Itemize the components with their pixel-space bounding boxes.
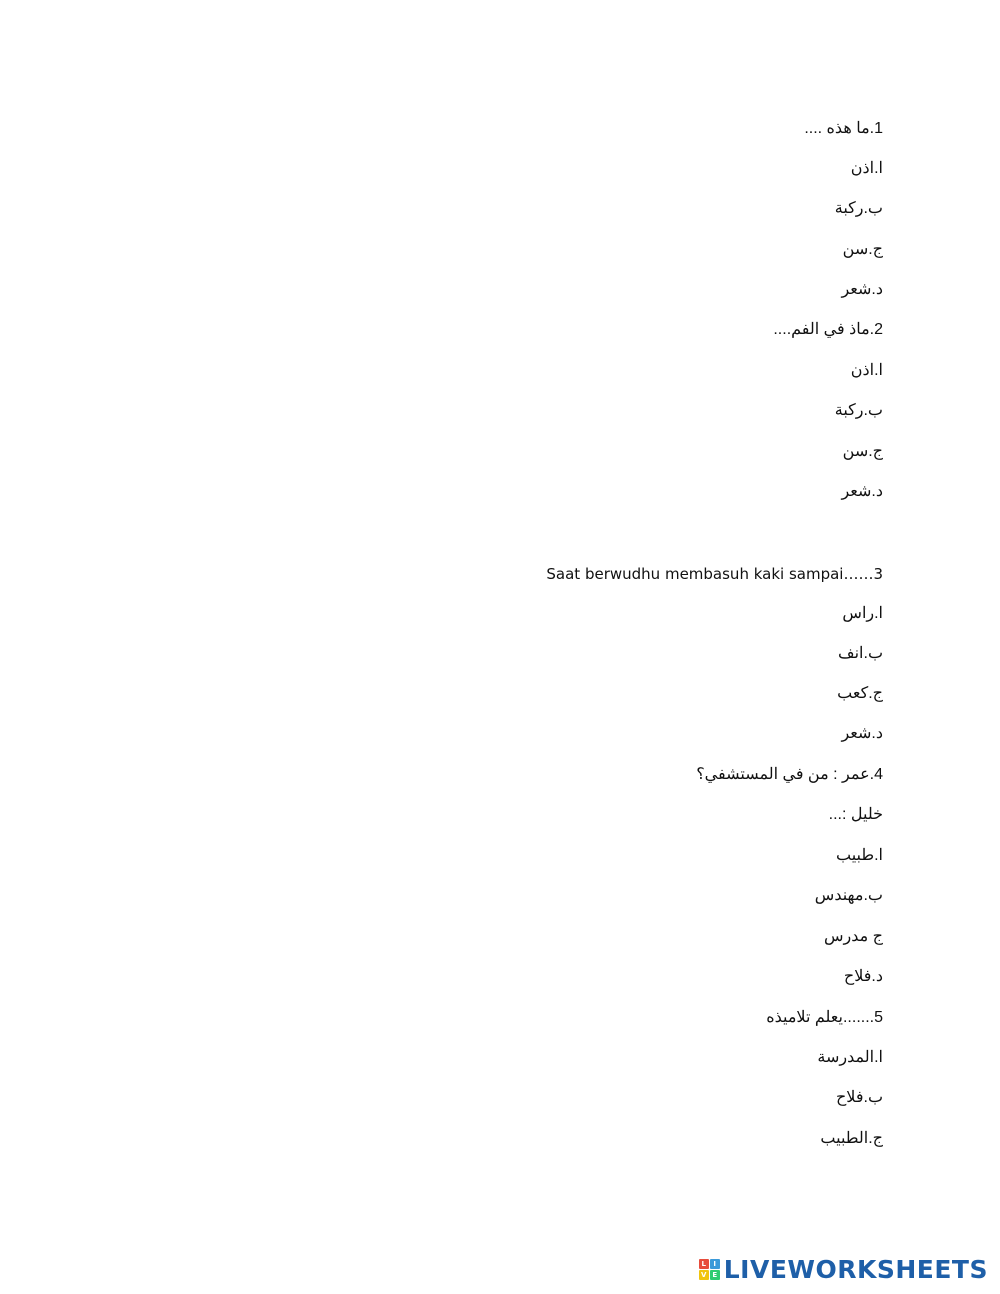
question-4: 4.عمر : من في المستشفي؟ bbox=[696, 766, 883, 783]
question-1-option-a[interactable]: ا.اذن bbox=[850, 160, 883, 177]
question-4-option-c[interactable]: ج مدرس bbox=[824, 928, 883, 945]
logo-letter-l: L bbox=[699, 1259, 709, 1269]
question-3-option-d[interactable]: د.شعر bbox=[841, 725, 883, 742]
question-2-option-c[interactable]: ج.سن bbox=[842, 443, 883, 460]
question-3: Saat berwudhu membasuh kaki sampai……3 bbox=[546, 565, 883, 583]
brand-name: LIVEWORKSHEETS bbox=[723, 1255, 988, 1284]
question-5-option-b[interactable]: ب.فلاح bbox=[835, 1089, 883, 1106]
question-2-option-a[interactable]: ا.اذن bbox=[850, 362, 883, 379]
question-3-option-a[interactable]: ا.راس bbox=[842, 605, 883, 622]
question-5-option-c[interactable]: ج.الطبيب bbox=[820, 1130, 883, 1147]
question-1: 1.ما هذه .... bbox=[804, 120, 883, 137]
question-2-option-d[interactable]: د.شعر bbox=[841, 483, 883, 500]
question-4-option-b[interactable]: ب.مهندس bbox=[814, 887, 883, 904]
question-4-option-a[interactable]: ا.طبيب bbox=[836, 847, 883, 864]
question-1-option-c[interactable]: ج.سن bbox=[842, 241, 883, 258]
question-4-option-d[interactable]: د.فلاح bbox=[843, 968, 883, 985]
question-1-option-b[interactable]: ب.ركبة bbox=[834, 200, 883, 217]
question-5: 5.......يعلم تلاميذه bbox=[766, 1009, 883, 1026]
question-5-option-a[interactable]: ا.المدرسة bbox=[817, 1049, 883, 1066]
question-4-reply: خليل :... bbox=[828, 806, 883, 823]
logo-letter-i: I bbox=[710, 1259, 720, 1269]
question-1-option-d[interactable]: د.شعر bbox=[841, 281, 883, 298]
logo-letter-v: V bbox=[699, 1270, 709, 1280]
logo-letter-e: E bbox=[710, 1270, 720, 1280]
question-3-option-c[interactable]: ج.كعب bbox=[837, 685, 883, 702]
logo-grid-icon bbox=[699, 1259, 720, 1280]
liveworksheets-logo bbox=[699, 1255, 988, 1284]
question-2-option-b[interactable]: ب.ركبة bbox=[834, 402, 883, 419]
question-2: 2.ماذ في الفم.... bbox=[773, 321, 883, 338]
question-3-option-b[interactable]: ب.انف bbox=[838, 645, 883, 662]
